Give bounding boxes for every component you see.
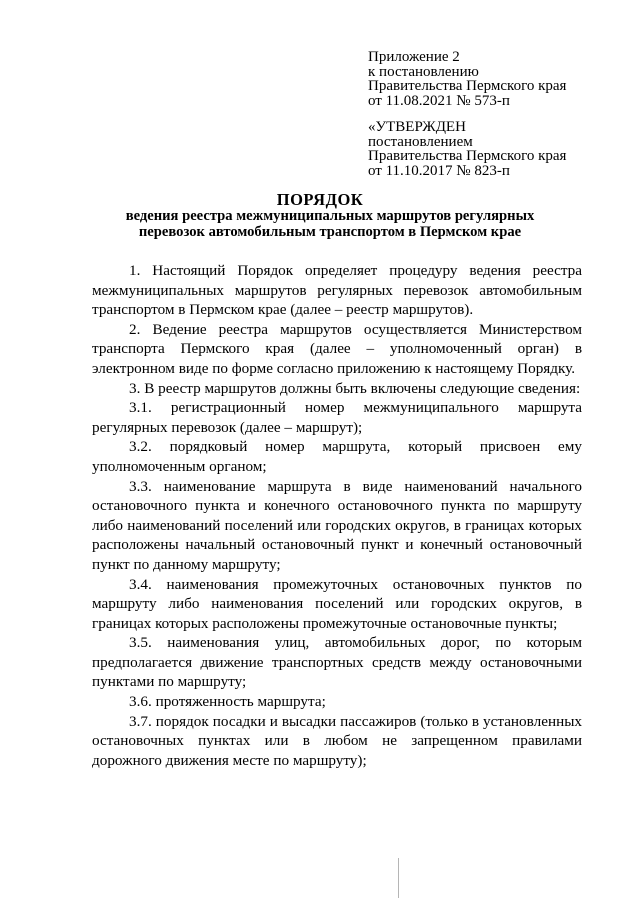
subtitle-line: ведения реестра межмуниципальных маршрутов регулярных — [125, 208, 535, 224]
paragraph-2: 2. Ведение реестра маршрутов осуществляется Министерством транспорта Пермского края (далее – уполномоченный орган) в электронном виде по форме согласно приложению к настоящему Порядку. — [92, 320, 582, 377]
scan-artifact-line — [398, 858, 399, 898]
paragraph-3-3: 3.3. наименование маршрута в виде наименований начального остановочного пункта и конечного остановочного пункта по маршруту либо наименований поселений или городских округов, в границах которых расположены начальный остановочный пункт и конечный остановочный пункт по данному маршруту; — [92, 477, 582, 573]
approval-stamp-block — [368, 120, 618, 178]
paragraph-3-1: 3.1. регистрационный номер межмуниципального маршрута регулярных перевозок (далее – маршрут); — [92, 399, 582, 436]
document-body — [92, 261, 582, 770]
approval-line: от 11.10.2017 № 823-п — [368, 162, 510, 179]
approval-line: Правительства Пермского края — [368, 148, 567, 165]
paragraph-3-6: 3.6. протяженность маршрута; — [129, 693, 326, 711]
attachment-header — [368, 50, 618, 108]
subtitle-line: перевозок автомобильным транспортом в Пермском крае — [138, 224, 522, 240]
approval-line: «УТВЕРЖДЕН — [368, 119, 466, 135]
paragraph-3-2: 3.2. порядковый номер маршрута, который присвоен ему уполномоченным органом; — [92, 438, 582, 475]
attachment-line: к постановлению — [368, 63, 479, 80]
paragraph-3: 3. В реестр маршрутов должны быть включены следующие сведения: — [129, 379, 581, 397]
paragraph-3-4: 3.4. наименования промежуточных остановочных пунктов по маршруту либо наименования поселений или городских округов, в границах которых расположены промежуточные остановочные пункты; — [92, 575, 582, 632]
approval-line: постановлением — [368, 133, 473, 150]
paragraph-3-7: 3.7. порядок посадки и высадки пассажиров (только в установленных остановочных пунктах или в любом не запрещенном правилами дорожного движения месте по маршруту); — [92, 712, 582, 769]
paragraph-1: 1. Настоящий Порядок определяет процедуру ведения реестра межмуниципальных маршрутов регулярных перевозок автомобильным транспортом в Пермском крае (далее – реестр маршрутов). — [92, 262, 582, 319]
attachment-line: от 11.08.2021 № 573-п — [368, 92, 510, 109]
paragraph-3-5: 3.5. наименования улиц, автомобильных дорог, по которым предполагается движение транспортных средств между остановочными пунктами по маршруту; — [92, 634, 582, 691]
document-title: ПОРЯДОК — [276, 190, 364, 209]
attachment-line: Правительства Пермского края — [368, 78, 567, 95]
attachment-line: Приложение 2 — [368, 49, 460, 65]
document-subtitle — [100, 208, 560, 240]
